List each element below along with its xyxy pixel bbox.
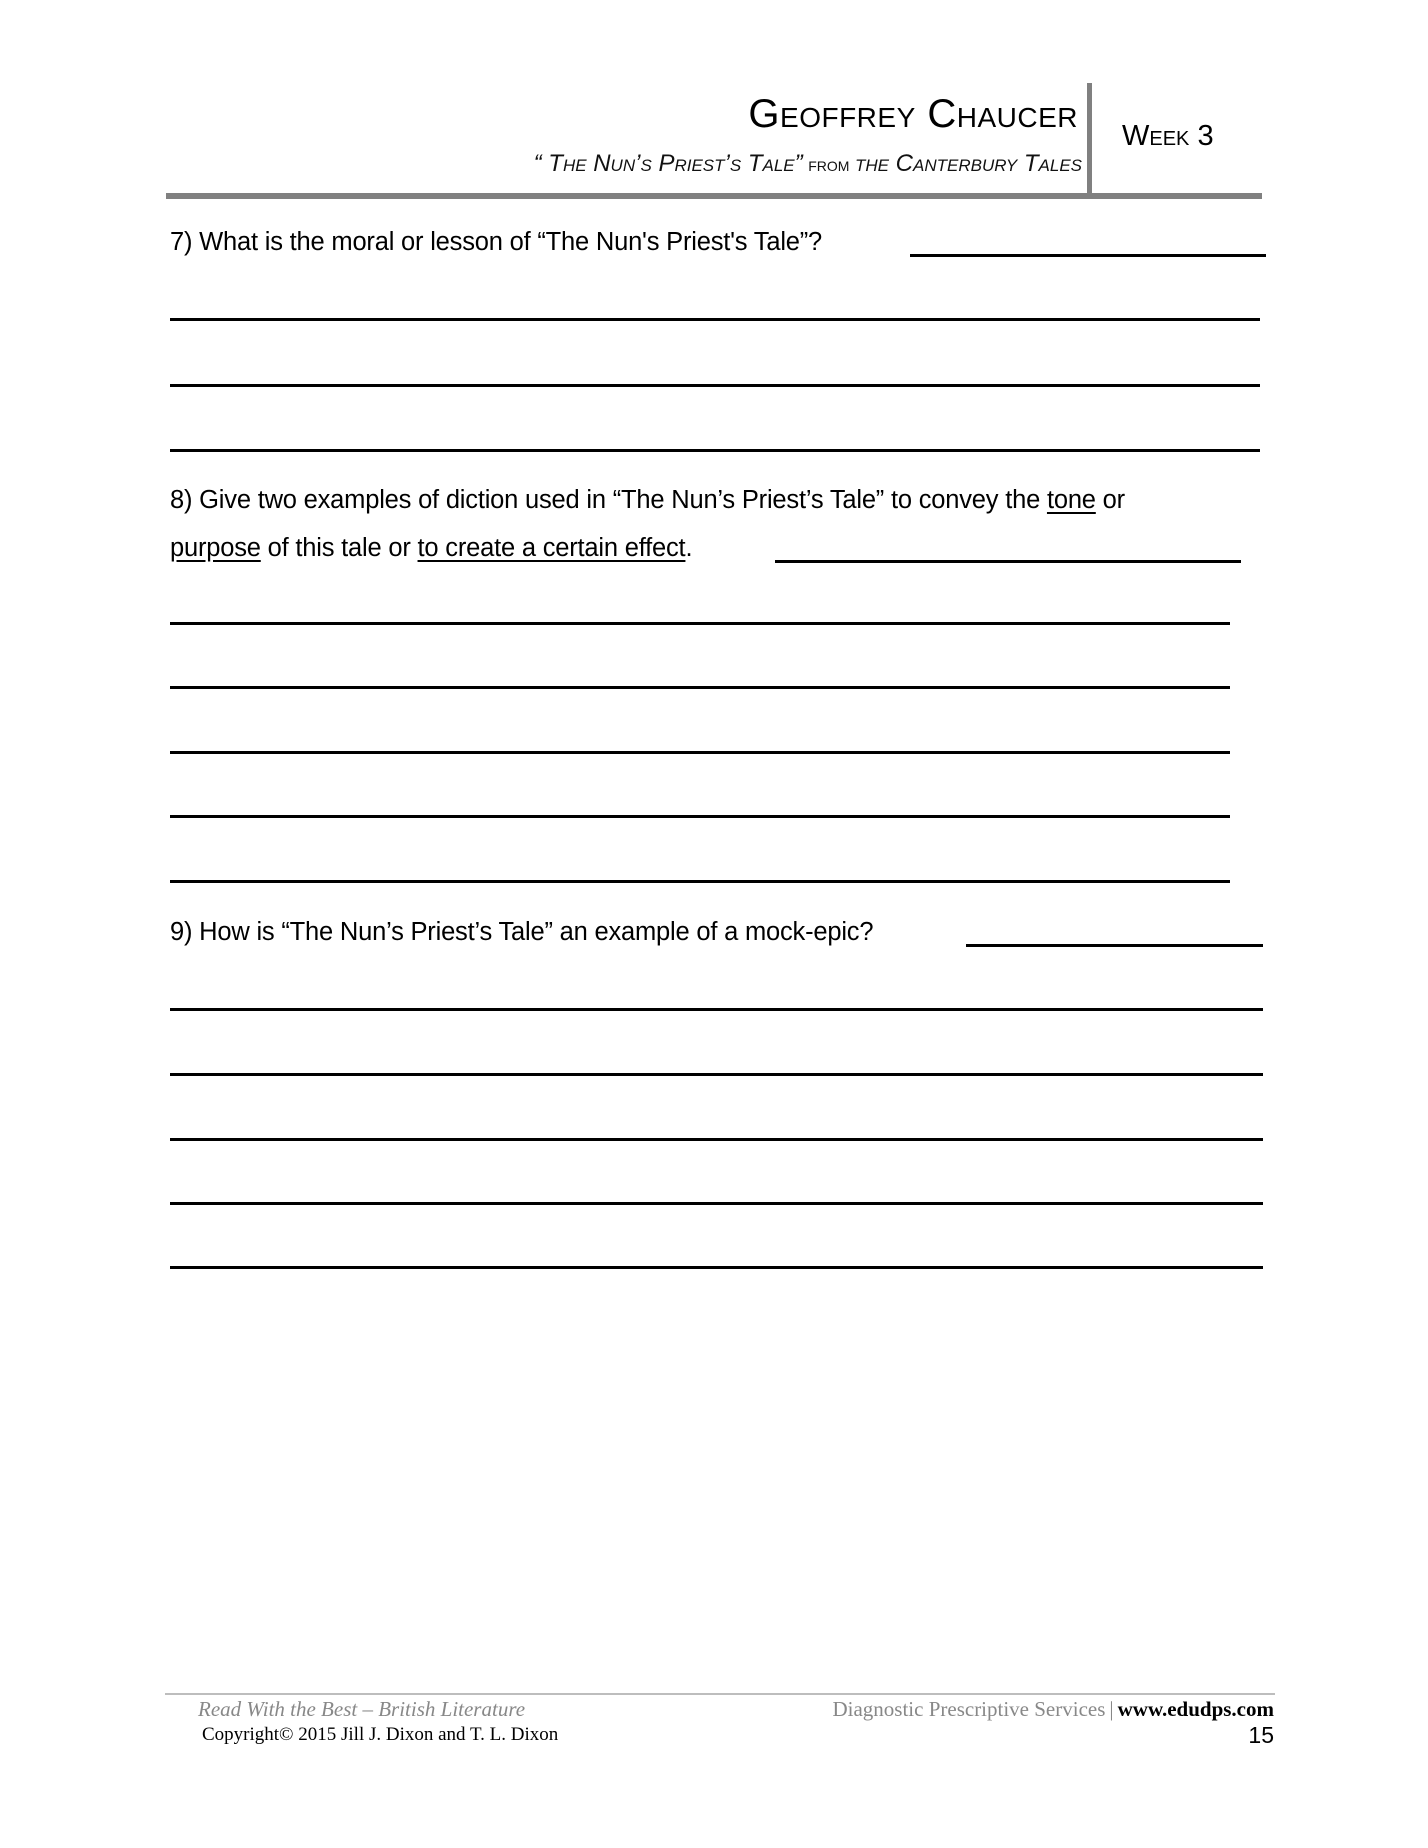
answer-line[interactable] <box>170 751 1230 754</box>
answer-line[interactable] <box>170 384 1260 387</box>
answer-line[interactable] <box>170 1266 1263 1269</box>
answer-line[interactable] <box>170 1202 1263 1205</box>
footer-copyright: Copyright© 2015 Jill J. Dixon and T. L. Dixon <box>202 1724 559 1745</box>
question-text: How is “The Nun’s Priest’s Tale” an example of a mock-epic? <box>199 918 874 946</box>
answer-line[interactable] <box>170 1073 1263 1076</box>
question-number: 8) <box>170 486 193 514</box>
footer-rule <box>165 1693 1275 1695</box>
header-vertical-divider <box>1087 83 1092 195</box>
subtitle-source: the Canterbury Tales <box>854 150 1082 177</box>
question-text: or <box>1095 486 1125 514</box>
question-text: of this tale or <box>260 534 418 562</box>
question-8-line-1 <box>170 486 1125 515</box>
question-text: Give two examples of diction used in “The Nun’s Priest’s Tale” to convey the <box>199 486 1047 514</box>
answer-line[interactable] <box>170 622 1230 625</box>
question-9 <box>170 918 873 947</box>
underlined-term-purpose: purpose <box>170 534 261 562</box>
answer-line[interactable] <box>170 1008 1263 1011</box>
question-number: 7) <box>170 228 193 256</box>
subtitle-work: The Nun’s Priest’s Tale” <box>548 150 803 177</box>
answer-line[interactable] <box>170 1138 1263 1141</box>
underlined-term-tone: tone <box>1046 486 1096 514</box>
answer-line[interactable] <box>170 449 1260 452</box>
header-rule <box>166 193 1262 199</box>
answer-line[interactable] <box>170 815 1230 818</box>
question-8-line-2 <box>170 534 692 563</box>
answer-line[interactable] <box>170 686 1230 689</box>
subtitle-from: from <box>802 154 855 176</box>
question-number: 9) <box>170 918 193 946</box>
page-subtitle <box>534 150 1082 178</box>
week-label: Week 3 <box>1122 120 1214 152</box>
footer-separator: | <box>1109 1697 1114 1721</box>
footer-publisher <box>832 1697 1274 1722</box>
answer-line[interactable] <box>170 318 1260 321</box>
question-text: What is the moral or lesson of “The Nun's Priest's Tale”? <box>199 228 823 256</box>
page-number: 15 <box>1248 1722 1274 1748</box>
website-link[interactable]: www.edudps.com <box>1117 1697 1274 1721</box>
question-7 <box>170 228 822 257</box>
underlined-term-effect: to create a certain effect <box>417 534 686 562</box>
publisher-name: Diagnostic Prescriptive Services <box>832 1697 1106 1721</box>
answer-line-inline[interactable] <box>966 944 1263 947</box>
subtitle-quote: “ <box>533 150 549 177</box>
answer-line-inline[interactable] <box>775 560 1241 563</box>
page-title: Geoffrey Chaucer <box>748 92 1078 136</box>
answer-line[interactable] <box>170 880 1230 883</box>
question-text: . <box>685 534 693 562</box>
footer-book-title: Read With the Best – British Literature <box>198 1697 526 1721</box>
answer-line-inline[interactable] <box>910 254 1266 257</box>
